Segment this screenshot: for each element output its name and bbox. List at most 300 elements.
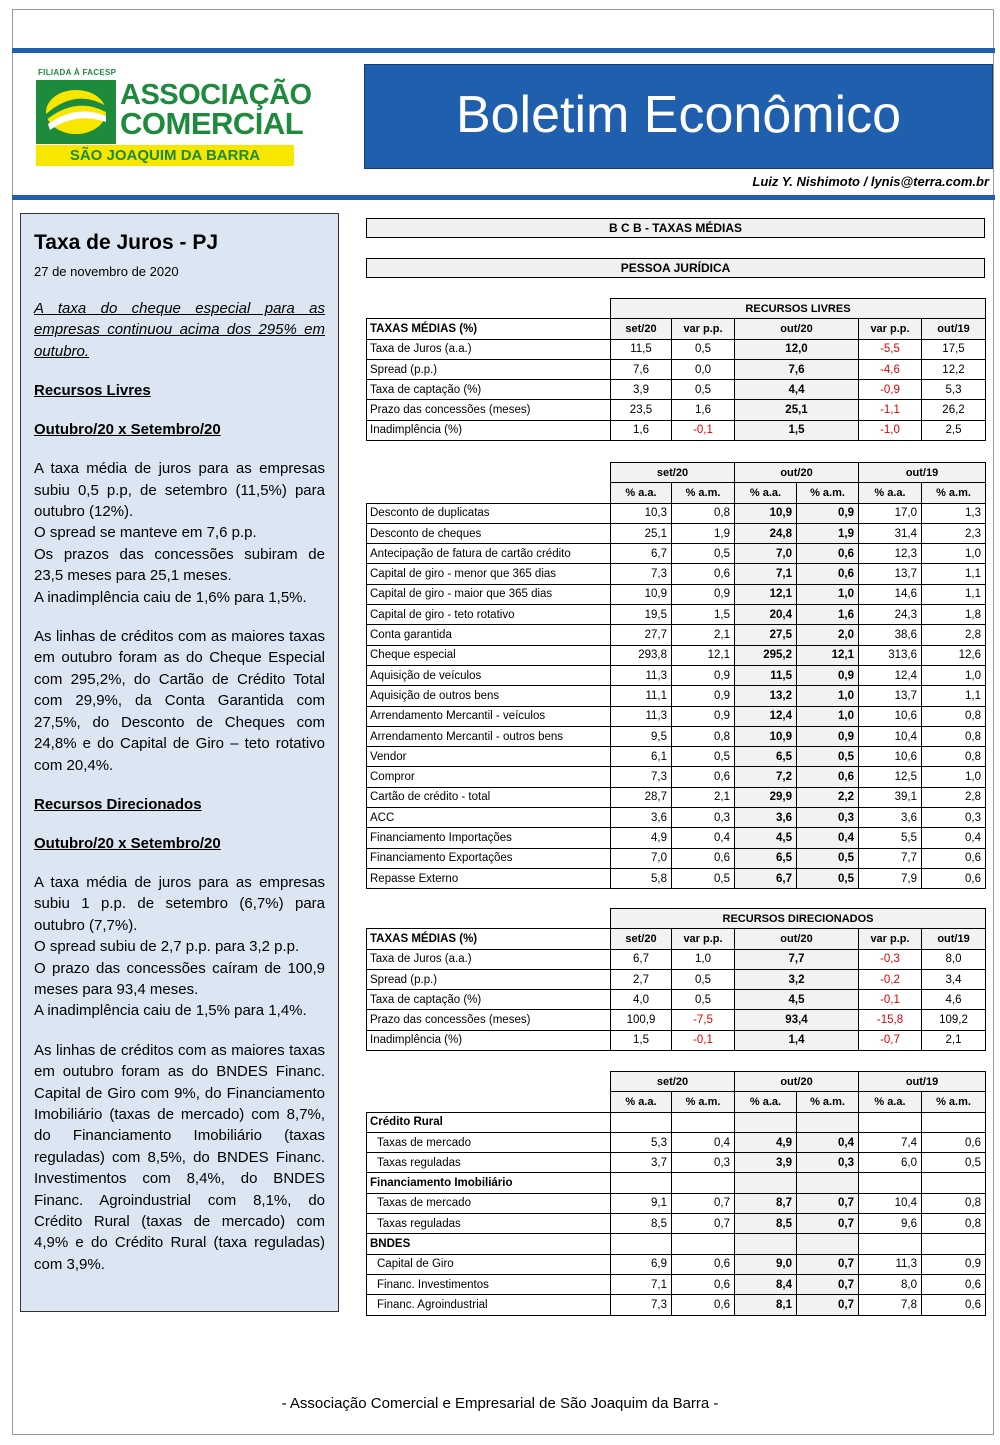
- paragraph-livres-lines: As linhas de créditos com as maiores taxas em outubro foram as do Cheque Especial com 295,2%, do Cartão de Crédito Total com 29,9%, da Conta Garantida com 27,5%, do Desconto de Cheques com 24,8% e do Capital de Giro – teto rotativo com 20,4%.: [34, 628, 325, 774]
- paragraph-line: Os prazos das concessões subiram de 23,5 meses para 25,1 meses.: [34, 545, 325, 585]
- value-out20-aa: 7,2: [735, 767, 797, 787]
- value-out19-aa: 38,6: [859, 625, 922, 645]
- unit-am: % a.m.: [922, 1092, 986, 1112]
- value-set20-aa: 7,1: [611, 1274, 672, 1294]
- header-row: [367, 299, 986, 319]
- table-row: [367, 380, 986, 400]
- value-out19-aa: 3,6: [859, 808, 922, 828]
- value-varpp: 1,0: [672, 949, 735, 969]
- value-set20-am: 0,6: [672, 564, 735, 584]
- unit-aa: % a.a.: [611, 1092, 672, 1112]
- value-out20-aa: 9,0: [735, 1254, 797, 1274]
- value-set20-am: 0,3: [672, 808, 735, 828]
- value-out20-aa: 20,4: [735, 605, 797, 625]
- section-bndes: BNDES: [367, 1234, 611, 1254]
- value-set20-am: 0,7: [672, 1193, 735, 1213]
- value-out19-am: 1,0: [922, 767, 986, 787]
- value-out20-am: 12,1: [797, 645, 859, 665]
- value-out19-aa: 31,4: [859, 523, 922, 543]
- value-set20: 4,0: [611, 990, 672, 1010]
- value-out19-aa: 8,0: [859, 1274, 922, 1294]
- row-label: Capital de Giro: [367, 1254, 611, 1274]
- table-row: [367, 665, 986, 685]
- value-set20-aa: 11,3: [611, 665, 672, 685]
- value-out19: 3,4: [922, 969, 986, 989]
- value-set20-aa: 9,1: [611, 1193, 672, 1213]
- value-varpp: 0,0: [672, 359, 735, 379]
- value-set20: 2,7: [611, 969, 672, 989]
- bcb-bar: B C B - TAXAS MÉDIAS: [366, 218, 985, 238]
- unit-am: % a.m.: [672, 1092, 735, 1112]
- value-out19-am: 0,8: [922, 706, 986, 726]
- value-out19-am: 0,8: [922, 1193, 986, 1213]
- paragraph-direcionados-lines: As linhas de créditos com as maiores taxas em outubro foram as do BNDES Financ. Capital de Giro com 9%, do Financiamento Imobiliário (taxas de mercado) com 8,7%, do Financiamento Imobiliário (taxas reguladas) com 8,5%, do BNDES Financ. Investimentos com 8,4%, do BNDES Financ. Agroindustrial com 8,1%, do Crédito Rural (taxas de mercado) com 4,9% e do Crédito Rural (taxa reguladas) com 3,9%.: [34, 1041, 325, 1273]
- value-set20-am: 0,6: [672, 1254, 735, 1274]
- value-out20: 12,0: [735, 339, 859, 359]
- value-out19-aa: 12,4: [859, 665, 922, 685]
- value-out20-am: 0,7: [797, 1193, 859, 1213]
- value-set20: 11,5: [611, 339, 672, 359]
- row-label: Capital de giro - teto rotativo: [367, 605, 611, 625]
- value-out19-am: 1,1: [922, 564, 986, 584]
- period-out20: out/20: [735, 1072, 859, 1092]
- value-set20: 1,5: [611, 1030, 672, 1050]
- table-row: [367, 523, 986, 543]
- value-out19-am: 0,6: [922, 1295, 986, 1315]
- empty-cell: [672, 1173, 735, 1193]
- table-row: [367, 584, 986, 604]
- table-recursos-livres: [366, 298, 986, 441]
- value-set20: 6,7: [611, 949, 672, 969]
- value-out19-aa: 11,3: [859, 1254, 922, 1274]
- table-row: [367, 726, 986, 746]
- value-out19: 26,2: [922, 400, 986, 420]
- value-out20-am: 2,0: [797, 625, 859, 645]
- col-header-out19: out/19: [922, 929, 986, 949]
- value-out19-am: 1,1: [922, 686, 986, 706]
- value-varpp: -4,6: [859, 359, 922, 379]
- value-out20-aa: 10,9: [735, 726, 797, 746]
- paragraph-line: A taxa média de juros para as empresas subiu 1 p.p. de setembro (6,7%) para outubro (7,7%).: [34, 873, 325, 934]
- value-varpp: -0,1: [672, 1030, 735, 1050]
- value-out20-aa: 11,5: [735, 665, 797, 685]
- row-label: Desconto de cheques: [367, 523, 611, 543]
- value-varpp: 0,5: [672, 990, 735, 1010]
- value-set20-aa: 11,3: [611, 706, 672, 726]
- value-set20: 23,5: [611, 400, 672, 420]
- logo-line1: ASSOCIAÇÃO: [120, 79, 312, 111]
- col-header-taxas: TAXAS MÉDIAS (%): [367, 929, 611, 949]
- value-set20-aa: 10,9: [611, 584, 672, 604]
- empty-cell: [611, 1173, 672, 1193]
- table-row: [367, 767, 986, 787]
- column-header-row: [367, 929, 986, 949]
- row-label: Inadimplência (%): [367, 420, 611, 440]
- value-out20-aa: 7,0: [735, 544, 797, 564]
- value-out20: 93,4: [735, 1010, 859, 1030]
- value-varpp: -7,5: [672, 1010, 735, 1030]
- empty-cell: [672, 1234, 735, 1254]
- value-out20-am: 0,3: [797, 1153, 859, 1173]
- value-set20-am: 0,6: [672, 767, 735, 787]
- value-set20-am: 0,5: [672, 544, 735, 564]
- value-set20-am: 0,6: [672, 1274, 735, 1294]
- value-set20-aa: 7,3: [611, 767, 672, 787]
- row-label: Taxa de captação (%): [367, 380, 611, 400]
- value-out19-aa: 10,6: [859, 747, 922, 767]
- paragraph-line: O spread se manteve em 7,6 p.p.: [34, 524, 257, 542]
- empty-cell: [922, 1234, 986, 1254]
- empty-cell: [797, 1112, 859, 1132]
- value-set20-am: 0,7: [672, 1214, 735, 1234]
- paragraph-line: A inadimplência caiu de 1,6% para 1,5%.: [34, 588, 307, 606]
- value-varpp: -1,1: [859, 400, 922, 420]
- sidebar-lead: A taxa do cheque especial para as empresas continuou acima dos 295% em outubro.: [34, 300, 325, 360]
- table-row: [367, 503, 986, 523]
- empty-cell: [735, 1173, 797, 1193]
- unit-aa: % a.a.: [735, 483, 797, 503]
- value-out19-aa: 10,6: [859, 706, 922, 726]
- summary-sidebar: [20, 213, 339, 1312]
- table-row: [367, 747, 986, 767]
- row-label: Arrendamento Mercantil - veículos: [367, 706, 611, 726]
- table-row: [367, 544, 986, 564]
- value-set20-am: 1,9: [672, 523, 735, 543]
- row-label: Arrendamento Mercantil - outros bens: [367, 726, 611, 746]
- value-out19-aa: 7,8: [859, 1295, 922, 1315]
- column-header-row: [367, 319, 986, 339]
- value-set20-am: 0,8: [672, 726, 735, 746]
- empty-cell: [735, 1112, 797, 1132]
- row-label: Desconto de duplicatas: [367, 503, 611, 523]
- table-row: [367, 787, 986, 807]
- value-set20: 1,6: [611, 420, 672, 440]
- association-logo: [36, 68, 312, 168]
- value-out19-aa: 9,6: [859, 1214, 922, 1234]
- row-label: Spread (p.p.): [367, 969, 611, 989]
- value-out20-am: 1,0: [797, 686, 859, 706]
- value-set20-aa: 7,0: [611, 848, 672, 868]
- value-set20-am: 2,1: [672, 625, 735, 645]
- empty-cell: [367, 1072, 611, 1092]
- value-out20-aa: 6,7: [735, 868, 797, 888]
- unit-am: % a.m.: [922, 483, 986, 503]
- period-out19: out/19: [859, 1072, 986, 1092]
- value-out19-am: 1,0: [922, 665, 986, 685]
- table-linhas-direcionadas: [366, 1071, 986, 1316]
- table-row: [367, 564, 986, 584]
- header-row: [367, 909, 986, 929]
- col-header-out20: out/20: [735, 929, 859, 949]
- row-label: Conta garantida: [367, 625, 611, 645]
- value-set20-aa: 3,6: [611, 808, 672, 828]
- col-header-set20: set/20: [611, 929, 672, 949]
- row-label: Compror: [367, 767, 611, 787]
- value-varpp: 0,5: [672, 380, 735, 400]
- value-out19-am: 1,1: [922, 584, 986, 604]
- unit-am: % a.m.: [797, 1092, 859, 1112]
- period-header-row: [367, 463, 986, 483]
- value-set20-aa: 5,8: [611, 868, 672, 888]
- value-out19-am: 0,8: [922, 747, 986, 767]
- table-row: [367, 1153, 986, 1173]
- table-row: [367, 1214, 986, 1234]
- row-label: Taxa de Juros (a.a.): [367, 339, 611, 359]
- value-out20-am: 0,4: [797, 828, 859, 848]
- value-out20-aa: 8,5: [735, 1214, 797, 1234]
- table-row: [367, 645, 986, 665]
- value-varpp: -5,5: [859, 339, 922, 359]
- value-set20-am: 2,1: [672, 787, 735, 807]
- value-out19: 2,5: [922, 420, 986, 440]
- row-label: Taxas reguladas: [367, 1214, 611, 1234]
- empty-cell: [735, 1234, 797, 1254]
- table-row: [367, 1274, 986, 1294]
- value-out20-aa: 6,5: [735, 848, 797, 868]
- value-out19: 109,2: [922, 1010, 986, 1030]
- value-out19-am: 0,8: [922, 1214, 986, 1234]
- row-label: Repasse Externo: [367, 868, 611, 888]
- value-out20-aa: 7,1: [735, 564, 797, 584]
- row-label: Inadimplência (%): [367, 1030, 611, 1050]
- value-set20-am: 0,9: [672, 686, 735, 706]
- value-varpp: 0,5: [672, 339, 735, 359]
- unit-aa: % a.a.: [735, 1092, 797, 1112]
- value-out19-am: 1,3: [922, 503, 986, 523]
- empty-cell: [859, 1112, 922, 1132]
- value-out19-aa: 10,4: [859, 726, 922, 746]
- value-out20-aa: 3,9: [735, 1153, 797, 1173]
- period-set20: set/20: [611, 463, 735, 483]
- table-row: [367, 949, 986, 969]
- value-out20-aa: 12,4: [735, 706, 797, 726]
- value-out20-aa: 295,2: [735, 645, 797, 665]
- empty-cell: [672, 1112, 735, 1132]
- value-set20-aa: 7,3: [611, 564, 672, 584]
- row-label: Taxas reguladas: [367, 1153, 611, 1173]
- col-header-varpp: var p.p.: [859, 929, 922, 949]
- value-out19-am: 0,5: [922, 1153, 986, 1173]
- value-out19-aa: 13,7: [859, 686, 922, 706]
- value-out20: 25,1: [735, 400, 859, 420]
- table-row: [367, 400, 986, 420]
- value-out19: 12,2: [922, 359, 986, 379]
- value-out19-aa: 313,6: [859, 645, 922, 665]
- table-row: [367, 1010, 986, 1030]
- value-out20: 1,4: [735, 1030, 859, 1050]
- row-label: Financ. Investimentos: [367, 1274, 611, 1294]
- value-out20: 7,6: [735, 359, 859, 379]
- logo-filiada: FILIADA À FACESP: [38, 68, 117, 77]
- value-out20-am: 0,6: [797, 544, 859, 564]
- value-set20-aa: 27,7: [611, 625, 672, 645]
- value-varpp: -1,0: [859, 420, 922, 440]
- value-set20-aa: 9,5: [611, 726, 672, 746]
- value-out20: 3,2: [735, 969, 859, 989]
- value-out19-aa: 13,7: [859, 564, 922, 584]
- period-out19: out/19: [859, 463, 986, 483]
- table-row: [367, 969, 986, 989]
- value-set20-am: 0,4: [672, 1132, 735, 1152]
- section-row: [367, 1173, 986, 1193]
- value-set20-aa: 6,1: [611, 747, 672, 767]
- value-set20-aa: 28,7: [611, 787, 672, 807]
- value-out20-am: 1,6: [797, 605, 859, 625]
- heading-recursos-livres: Recursos Livres: [34, 382, 151, 400]
- row-label: ACC: [367, 808, 611, 828]
- value-set20-am: 12,1: [672, 645, 735, 665]
- value-varpp: -0,1: [859, 990, 922, 1010]
- value-out19-am: 2,8: [922, 625, 986, 645]
- value-set20-am: 0,3: [672, 1153, 735, 1173]
- table-row: [367, 359, 986, 379]
- empty-cell: [367, 1092, 611, 1112]
- value-out20: 4,4: [735, 380, 859, 400]
- paragraph-line: O prazo das concessões caíram de 100,9 meses para 93,4 meses.: [34, 959, 325, 998]
- col-header-set20: set/20: [611, 319, 672, 339]
- empty-cell: [367, 483, 611, 503]
- value-out20: 1,5: [735, 420, 859, 440]
- value-set20-aa: 8,5: [611, 1214, 672, 1234]
- value-out20-am: 0,7: [797, 1274, 859, 1294]
- empty-cell: [797, 1234, 859, 1254]
- value-varpp: 1,6: [672, 400, 735, 420]
- value-out19-aa: 7,7: [859, 848, 922, 868]
- value-out19: 5,3: [922, 380, 986, 400]
- section-financiamento-imobiliario: Financiamento Imobiliário: [367, 1173, 611, 1193]
- value-out20-am: 0,6: [797, 564, 859, 584]
- unit-am: % a.m.: [797, 483, 859, 503]
- col-header-varpp: var p.p.: [859, 319, 922, 339]
- unit-header-row: [367, 1092, 986, 1112]
- value-out20-aa: 8,1: [735, 1295, 797, 1315]
- unit-aa: % a.a.: [859, 483, 922, 503]
- row-label: Financiamento Exportações: [367, 848, 611, 868]
- period-out20: out/20: [735, 463, 859, 483]
- value-set20-am: 0,8: [672, 503, 735, 523]
- value-out19-aa: 17,0: [859, 503, 922, 523]
- section-credito-rural: Crédito Rural: [367, 1112, 611, 1132]
- row-label: Taxa de captação (%): [367, 990, 611, 1010]
- heading-period-direcionados: Outubro/20 x Setembro/20: [34, 834, 221, 852]
- empty-cell: [367, 909, 611, 929]
- value-set20-aa: 5,3: [611, 1132, 672, 1152]
- value-out19-am: 0,6: [922, 1274, 986, 1294]
- value-out20-am: 0,9: [797, 665, 859, 685]
- sidebar-title: Taxa de Juros - PJ: [34, 231, 219, 254]
- value-varpp: -15,8: [859, 1010, 922, 1030]
- row-label: Taxa de Juros (a.a.): [367, 949, 611, 969]
- unit-aa: % a.a.: [859, 1092, 922, 1112]
- value-out19: 2,1: [922, 1030, 986, 1050]
- value-out20-aa: 27,5: [735, 625, 797, 645]
- row-label: Capital de giro - maior que 365 dias: [367, 584, 611, 604]
- table-row: [367, 990, 986, 1010]
- value-set20: 100,9: [611, 1010, 672, 1030]
- table-row: [367, 1295, 986, 1315]
- header-bottom-rule: [12, 195, 995, 200]
- table-row: [367, 808, 986, 828]
- logo-emblem-icon: [36, 80, 116, 144]
- value-out19-aa: 10,4: [859, 1193, 922, 1213]
- table-row: [367, 706, 986, 726]
- value-out20-aa: 6,5: [735, 747, 797, 767]
- value-set20-aa: 6,7: [611, 544, 672, 564]
- paragraph-line: A taxa média de juros para as empresas subiu 0,5 p.p, de setembro (11,5%) para outubro (12%).: [34, 460, 325, 521]
- value-out19-am: 2,3: [922, 523, 986, 543]
- section-row: [367, 1112, 986, 1132]
- table-linhas-livres: [366, 462, 986, 889]
- logo-city: SÃO JOAQUIM DA BARRA: [36, 145, 294, 166]
- value-out19-am: 2,8: [922, 787, 986, 807]
- value-out20-aa: 12,1: [735, 584, 797, 604]
- value-out19-aa: 24,3: [859, 605, 922, 625]
- value-varpp: -0,9: [859, 380, 922, 400]
- col-header-taxas: TAXAS MÉDIAS (%): [367, 319, 611, 339]
- value-set20-am: 1,5: [672, 605, 735, 625]
- value-out20-am: 0,7: [797, 1254, 859, 1274]
- value-out20: 7,7: [735, 949, 859, 969]
- value-out19-am: 0,9: [922, 1254, 986, 1274]
- table-recursos-direcionados: [366, 908, 986, 1051]
- value-out20-aa: 3,6: [735, 808, 797, 828]
- row-label: Cartão de crédito - total: [367, 787, 611, 807]
- paragraph-line: O spread subiu de 2,7 p.p. para 3,2 p.p.: [34, 938, 300, 956]
- empty-cell: [611, 1234, 672, 1254]
- value-varpp: -0,7: [859, 1030, 922, 1050]
- value-out20-aa: 8,7: [735, 1193, 797, 1213]
- value-set20-am: 0,5: [672, 747, 735, 767]
- value-out19-aa: 39,1: [859, 787, 922, 807]
- value-set20: 7,6: [611, 359, 672, 379]
- value-set20-am: 0,5: [672, 868, 735, 888]
- col-header-varpp: var p.p.: [672, 929, 735, 949]
- row-label: Spread (p.p.): [367, 359, 611, 379]
- row-label: Financ. Agroindustrial: [367, 1295, 611, 1315]
- empty-cell: [859, 1234, 922, 1254]
- table-row: [367, 420, 986, 440]
- value-out20-am: 0,5: [797, 747, 859, 767]
- value-out20-am: 2,2: [797, 787, 859, 807]
- value-set20-am: 0,9: [672, 665, 735, 685]
- row-label: Prazo das concessões (meses): [367, 400, 611, 420]
- value-out20-aa: 24,8: [735, 523, 797, 543]
- logo-line2: COMERCIAL: [120, 106, 304, 141]
- value-out19: 4,6: [922, 990, 986, 1010]
- value-out19-am: 0,8: [922, 726, 986, 746]
- value-out19-aa: 5,5: [859, 828, 922, 848]
- empty-cell: [611, 1112, 672, 1132]
- value-out19: 17,5: [922, 339, 986, 359]
- value-set20-aa: 10,3: [611, 503, 672, 523]
- unit-aa: % a.a.: [611, 483, 672, 503]
- value-out19-aa: 7,4: [859, 1132, 922, 1152]
- value-set20-aa: 25,1: [611, 523, 672, 543]
- value-out20-am: 1,0: [797, 584, 859, 604]
- value-varpp: -0,3: [859, 949, 922, 969]
- value-out19-am: 0,3: [922, 808, 986, 828]
- section-title: RECURSOS DIRECIONADOS: [611, 909, 986, 929]
- paragraph-direcionados-summary: [34, 872, 325, 1022]
- table-row: [367, 1193, 986, 1213]
- value-out19-am: 12,6: [922, 645, 986, 665]
- heading-recursos-direcionados: Recursos Direcionados: [34, 795, 202, 813]
- value-set20-aa: 4,9: [611, 828, 672, 848]
- row-label: Financiamento Importações: [367, 828, 611, 848]
- value-out20-aa: 13,2: [735, 686, 797, 706]
- value-out20-am: 0,9: [797, 503, 859, 523]
- value-out20-am: 1,9: [797, 523, 859, 543]
